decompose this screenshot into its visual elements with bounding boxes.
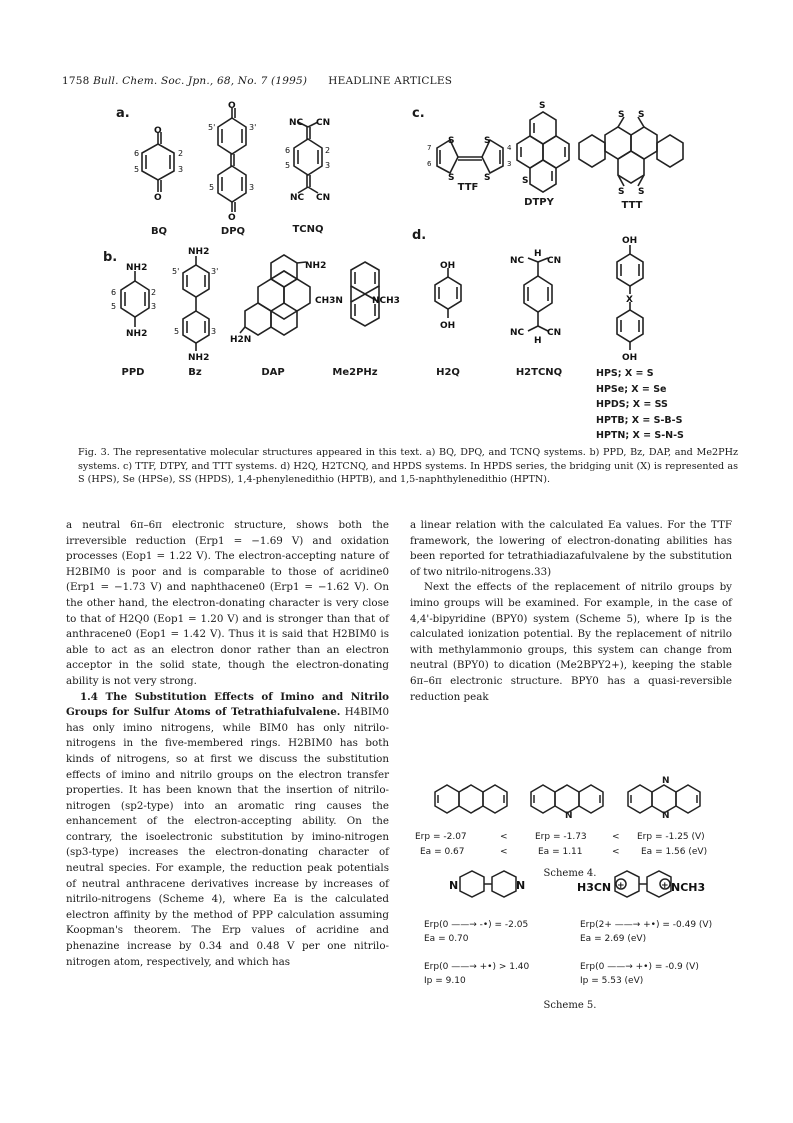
ttt-s3: S	[618, 187, 625, 197]
scheme4-lt: <	[612, 847, 620, 857]
ttf-structure	[437, 140, 503, 173]
scheme4-erp-phenazine: Erp = -1.25 (V)	[637, 832, 705, 842]
h2tcnq-structure	[524, 258, 552, 331]
ttf-s2: S	[448, 173, 455, 183]
ppd-structure	[121, 271, 149, 327]
ppd-num-3: 3	[151, 302, 157, 311]
scheme5-me2bpy-ea: Ea = 2.69 (eV)	[580, 934, 647, 944]
section-heading: 1.4 The Substitution Effects of Imino and Nitrilo Groups for Sulfur Atoms of Tetrathiafulvalene.	[66, 690, 389, 719]
h2tcnq-nc-top: NC	[510, 256, 525, 266]
panel-a-letter: a.	[116, 106, 130, 121]
bq-num-3: 3	[178, 165, 184, 174]
h2tcnq-nc-bottom: NC	[510, 328, 525, 338]
scheme5-bpy-reduction: Erp(0 ——→ -•) = -2.05	[424, 920, 529, 930]
scheme4-caption: Scheme 4.	[543, 868, 597, 879]
label-bz: Bz	[188, 367, 202, 378]
ppd-num-6: 6	[111, 288, 117, 297]
ttf-num-3: 3	[507, 160, 512, 168]
phenazine-structure	[628, 785, 700, 813]
bq-num-5: 5	[134, 165, 140, 174]
acridine-n-label: N	[565, 811, 573, 821]
tcnq-nc-bottom: NC	[290, 193, 305, 203]
ttt-s4: S	[638, 187, 645, 197]
hpds-oh-top: OH	[622, 236, 638, 246]
label-dtpy: DTPY	[524, 197, 554, 208]
h2tcnq-cn-bottom: CN	[547, 328, 562, 338]
ttf-s4: S	[484, 173, 491, 183]
panel-b-letter: b.	[103, 250, 118, 265]
dap-nh2: NH2	[305, 261, 327, 271]
phenazine-n-top-label: N	[662, 776, 670, 786]
label-dap: DAP	[261, 367, 285, 378]
bq-num-6: 6	[134, 149, 140, 158]
anthracene-structure	[435, 785, 507, 813]
hpds-series-item: HPS; X = S	[596, 368, 654, 379]
me2phz-ch3n: CH3N	[315, 296, 343, 306]
bq-o-bottom: O	[154, 193, 162, 203]
ppd-num-2: 2	[151, 288, 157, 297]
scheme5-structures	[430, 868, 740, 908]
scheme5-me2bpy-reduction: Erp(2+ ——→ +•) = -0.49 (V)	[580, 920, 713, 930]
scheme5-caption: Scheme 5.	[543, 1000, 597, 1011]
tcnq-num-5: 5	[285, 161, 291, 170]
bz-nh2-bottom: NH2	[188, 353, 210, 363]
dpq-num-5p: 5'	[208, 123, 216, 132]
left-paragraph-1: a neutral 6π–6π electronic structure, shows both the irreversible reduction (Erp1 = −1.69 V) and oxidation processes (Eop1 = 1.22 V). The electron-accepting nature of H2BIM0 is poor and is comparable to those of acridine0 (Erp1 = −1.73 V) and naphthacene0 (Erp1 = −1.62 V). On the other hand, the electron-donating character is very close to that of H2Q0 (Eop1 = 1.20 V) and is stronger than that of anthracene0 (Eop1 = 1.42 V). Thus it is said that H2BIM0 is able to act as an electron donor rather than an electron acceptor in the solid state, though the electron-donating ability is not very strong.	[66, 519, 389, 687]
scheme5-bpy-oxidation: Erp(0 ——→ +•) > 1.40	[424, 962, 530, 972]
h2q-structure	[435, 268, 461, 318]
scheme4-ea-anthracene: Ea = 0.67	[420, 847, 465, 857]
label-me2phz: Me2PHz	[332, 367, 378, 378]
me2bpy-plus-left: +	[617, 881, 625, 891]
panel-c-letter: c.	[412, 106, 425, 121]
tcnq-num-2: 2	[325, 146, 331, 155]
hpds-series-item: HPSe; X = Se	[596, 383, 667, 395]
tcnq-nc-top: NC	[289, 118, 304, 128]
figure-caption: Fig. 3. The representative molecular structures appeared in this text. a) BQ, DPQ, and TCNQ systems. b) PPD, Bz, DAP, and Me2PHz systems. c) TTF, DTPY, and TTT systems. d) H2Q, H2TCNQ, and HPDS systems. In HPDS series, the bridging unit (X) is represented as S (HPS), Se (HPSe), SS (HPDS), 1,4-phenylenedithio (HPTB), and 1,5-naphthylenedithio (HPTN).	[78, 447, 738, 485]
ttf-num-6: 6	[427, 160, 432, 168]
acridine-structure	[531, 785, 603, 813]
hpds-series-list	[596, 366, 684, 444]
ttf-s1: S	[448, 136, 455, 146]
label-ttf: TTF	[457, 182, 479, 193]
ppd-num-5: 5	[111, 302, 117, 311]
ttt-s1: S	[618, 110, 625, 120]
left-paragraph-2: H4BIM0 has only imino nitrogens, while BIM0 has only nitrilo-nitrogens in the five-membered rings. H2BIM0 has both kinds of nitrogens, so at first we discuss the substitution effects of imino and nitrilo groups on the electron transfer properties. It has been known that the insertion of nitrilo-nitrogen (sp2-type) into an aromatic ring causes the enhancement of the electron-accepting ability. On the contrary, the isoelectronic substitution by imino-nitrogen (sp3-type) increases the electron-donating character of neutral species. For example, the reduction peak potentials of neutral anthracene derivatives increase by increases of nitrilo-nitrogens (Scheme 4), where Ea is the calculated electron affinity by the method of PPP calculation assuming Koopman's theorem. The Erp values of acridine and phenazine increase by 0.34 and 0.48 V per one nitrilo-nitrogen atom, respectively, and which has	[66, 706, 389, 968]
dtpy-s-bottom: S	[522, 176, 529, 186]
dpq-num-3: 3	[249, 183, 255, 192]
scheme4-erp-acridine: Erp = -1.73	[535, 832, 587, 842]
dap-h2n: H2N	[230, 335, 252, 345]
bq-structure	[142, 132, 174, 192]
hpds-series-item: HPDS; X = SS	[596, 399, 668, 410]
tcnq-num-6: 6	[285, 146, 291, 155]
me2bpy-left: H3CN	[577, 881, 612, 894]
bz-num-5: 5	[174, 327, 180, 336]
bq-o-top: O	[154, 126, 162, 136]
bpy-structure	[460, 871, 516, 897]
me2phz-nch3: NCH3	[372, 296, 400, 306]
dpq-o-bottom: O	[228, 213, 236, 223]
hpds-x: X	[626, 295, 633, 305]
dtpy-s-top: S	[539, 101, 546, 111]
label-ttt: TTT	[621, 200, 643, 211]
me2bpy-right: NCH3	[671, 881, 706, 894]
ttf-s3: S	[484, 136, 491, 146]
label-h2tcnq: H2TCNQ	[515, 367, 563, 378]
label-dpq: DPQ	[220, 226, 246, 237]
scheme5-me2bpy-ip: Ip = 5.53 (eV)	[580, 976, 644, 986]
ppd-nh2-top: NH2	[126, 263, 148, 273]
me2phz-structure	[342, 258, 379, 326]
h2tcnq-cn-top: CN	[547, 256, 562, 266]
h2tcnq-h-top: H	[534, 249, 542, 259]
ttt-structure	[579, 117, 683, 186]
bz-num-5p: 5'	[172, 267, 180, 276]
tcnq-cn-bottom: CN	[316, 193, 331, 203]
ppd-nh2-bottom: NH2	[126, 329, 148, 339]
label-bq: BQ	[150, 226, 168, 237]
bz-structure	[183, 256, 209, 351]
bz-nh2-top: NH2	[188, 247, 210, 257]
bpy-n-right: N	[516, 879, 526, 892]
h2q-oh-top: OH	[440, 261, 456, 271]
scheme5-bpy-ea: Ea = 0.70	[424, 934, 469, 944]
dpq-structure	[218, 108, 246, 212]
scheme4-erp-anthracene: Erp = -2.07	[415, 832, 467, 842]
label-h2q: H2Q	[436, 367, 460, 378]
right-paragraph-1: a linear relation with the calculated Ea values. For the TTF framework, the lowering of electron-donating abilities has been reported for tetrathiadiazafulvalene by the substitution of two nitrilo-nitrogens.33)	[410, 519, 732, 578]
tcnq-num-3: 3	[325, 161, 331, 170]
scheme5-bpy-ip: Ip = 9.10	[424, 976, 466, 986]
section-name: HEADLINE ARTICLES	[328, 75, 453, 87]
dpq-num-3p: 3'	[249, 123, 257, 132]
scheme4-ea-acridine: Ea = 1.11	[538, 847, 583, 857]
scheme4-lt: <	[612, 832, 620, 842]
scheme4-lt: <	[500, 832, 508, 842]
phenazine-n-bottom-label: N	[662, 811, 670, 821]
ttt-s2: S	[638, 110, 645, 120]
dpq-num-5: 5	[209, 183, 215, 192]
panel-d-letter: d.	[412, 228, 427, 243]
bz-num-3: 3	[211, 327, 217, 336]
bpy-n-left: N	[449, 879, 459, 892]
ttf-num-7: 7	[427, 144, 432, 152]
journal-citation: Bull. Chem. Soc. Jpn., 68, No. 7 (1995)	[93, 75, 308, 87]
tcnq-structure	[294, 122, 322, 193]
h2tcnq-h-bottom: H	[534, 336, 542, 346]
right-column	[410, 518, 732, 705]
left-column	[66, 518, 389, 970]
scheme4-lt: <	[500, 847, 508, 857]
hpds-series-item: HPTN; X = S-N-S	[596, 430, 684, 441]
page-number: 1758	[62, 75, 90, 87]
scheme5-me2bpy-oxidation: Erp(0 ——→ +•) = -0.9 (V)	[580, 962, 699, 972]
right-paragraph-2: Next the effects of the replacement of nitrilo groups by imino groups will be examined. For example, in the case of 4,4'-bipyridine (BPY0) system (Scheme 5), where Ip is the calculated ionization potential. By the replacement of nitrilo with methylammonio groups, this system can change from neutral (BPY0) to dication (Me2BPY2+), keeping the stable 6π–6π electronic structure. BPY0 has a quasi-reversible reduction peak	[410, 581, 732, 703]
tcnq-cn-top: CN	[316, 118, 331, 128]
bz-num-3p: 3'	[211, 267, 219, 276]
label-ppd: PPD	[121, 367, 145, 378]
dpq-o-top: O	[228, 101, 236, 111]
ttf-num-4: 4	[507, 144, 512, 152]
me2bpy-plus-right: +	[661, 881, 669, 891]
hpds-oh-bottom: OH	[622, 353, 638, 363]
scheme4-ea-phenazine: Ea = 1.56 (eV)	[641, 847, 708, 857]
bq-num-2: 2	[178, 149, 184, 158]
label-tcnq: TCNQ	[292, 224, 324, 235]
hpds-series-item: HPTB; X = S-B-S	[596, 414, 683, 426]
h2q-oh-bottom: OH	[440, 321, 456, 331]
